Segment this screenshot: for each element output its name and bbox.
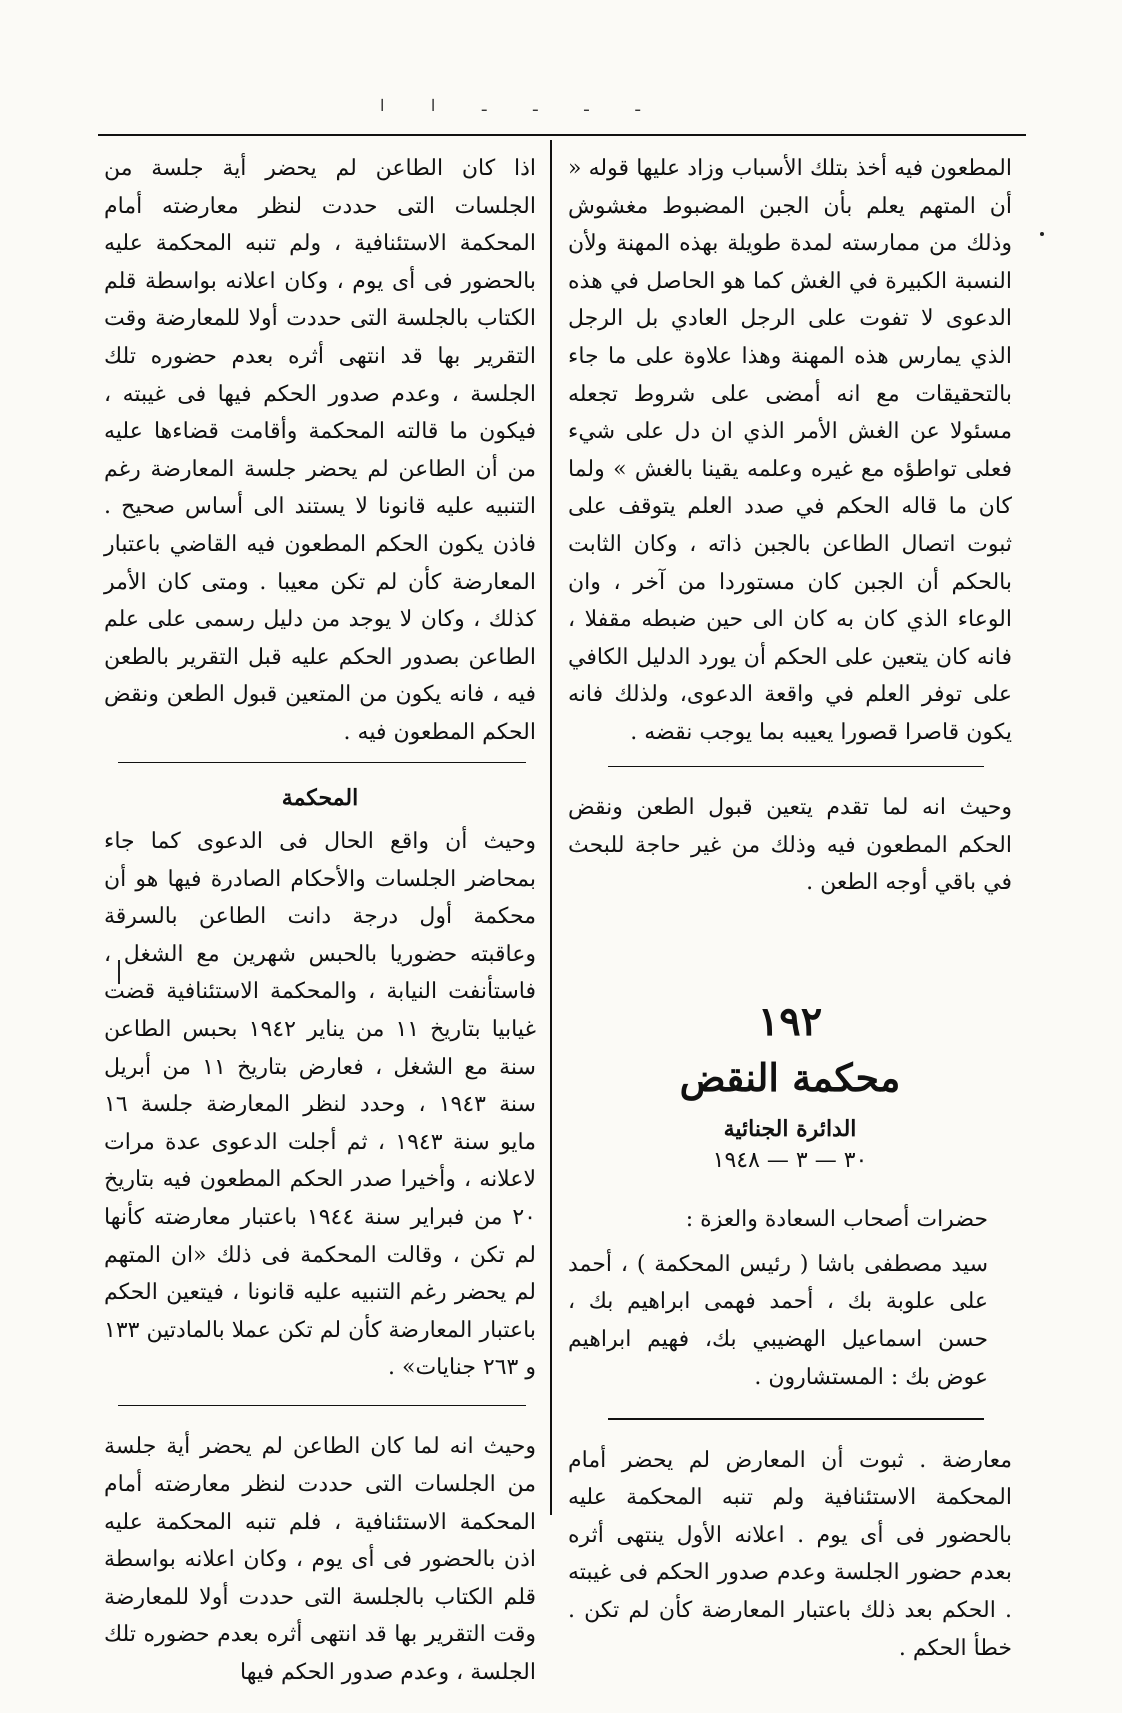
judges-intro: حضرات أصحاب السعادة والعزة : bbox=[685, 1206, 988, 1232]
reasoning-paragraph: وحيث انه لما كان الطاعن لم يحضر أية جلسة من الجلسات التى حددت لنظر معارضته أمام المحكمة الاستئنافية ، فلم تنبه المحكمة عليه اذن بالحضور فى أى يوم ، وكان اعلانه بواسطة قلم الكتاب بالجلسة التى حددت أولا للمعارضة وقت التقرير بها قد انتهى أثره بعدم حضوره تلك الجلسة ، وعدم صدور الحكم فيها bbox=[104, 1434, 536, 1685]
case-date: ٣٠ — ٣ — ١٩٤٨ bbox=[712, 1147, 868, 1173]
conclusion-paragraph: وحيث انه لما تقدم يتعين قبول الطعن ونقض الحكم المطعون فيه وذلك من غير حاجة للبحث في باقي أوجه الطعن . bbox=[568, 795, 1012, 896]
column-divider bbox=[550, 140, 552, 1515]
header-mark: ا bbox=[380, 96, 385, 115]
continued-reasoning: المطعون فيه أخذ بتلك الأسباب وزاد عليها قوله « أن المتهم يعلم بأن الجبن المضبوط مغشوش وذلك من ممارسته لمدة طويلة بهذه المهنة ولأن النسبة الكبيرة في الغش كما هو الحاصل في هذه الدعوى لا تفوت على الرجل العادي بل الرجل الذي يمارس هذه المهنة وهذا علاوة على ما جاء بالتحقيقات مع انه أمضى على شروط تجعله مسئولا عن الغش الأمر الذي ان دل على شيء فعلى تواطؤه مع غيره وعلمه يقينا بالغش » ولما كان ما قاله الحكم في صدد العلم يتوقف على ثبوت اتصال الطاعن بالجبن ذاته ، وكان الثابت بالحكم أن الجبن كان مستوردا من آخر ، وان الوعاء الذي كان به كان الى حين ضبطه مقفلا ، فانه كان يتعين على الحكم أن يورد الدليل الكافي على توفر العلم في واقعة الدعوى، ولذلك فانه يكون قاصرا قصورا يعيبه بما يوجب نقضه . bbox=[568, 156, 1012, 745]
judges-list: سيد مصطفى باشا ( رئيس المحكمة ) ، أحمد على علوبة بك ، أحمد فهمى ابراهيم بك ، حسن اسماعيل الهضيبي بك، فهيم ابراهيم عوض بك : المستشارون . bbox=[568, 1251, 988, 1390]
court-name: محكمة النقض bbox=[679, 1054, 901, 1100]
section-heading: المحكمة bbox=[281, 785, 359, 811]
margin-dot bbox=[1040, 232, 1044, 236]
header-mark: ـ bbox=[635, 96, 640, 115]
case-summary: معارضة . ثبوت أن المعارض لم يحضر أمام المحكمة الاستئنافية ولم تنبه المحكمة عليه بالحضور فى أى يوم . اعلانه الأول ينتهى أثره بعدم حضور الجلسة وعدم صدور الحكم فى غيبته . الحكم بعد ذلك باعتبار المعارضة كأن لم تكن . خطأ الحكم . bbox=[568, 1447, 1012, 1661]
separator-rule bbox=[608, 766, 984, 768]
circuit-name: الدائرة الجنائية bbox=[723, 1115, 857, 1142]
legal-principle: اذا كان الطاعن لم يحضر أية جلسة من الجلسات التى حددت لنظر معارضته أمام المحكمة الاستئنافية ، ولم تنبه المحكمة عليه بالحضور فى أى يوم ، وكان اعلانه بواسطة قلم الكتاب بالجلسة التى حددت أولا للمعارضة وقت التقرير بها قد انتهى أثره بعدم حضوره تلك الجلسة ، وعدم صدور الحكم فيها فى غيبته ، فيكون ما قالته المحكمة وأقامت قضاءها عليه من أن الطاعن لم يحضر جلسة المعارضة رغم التنبيه عليه قانونا لا يستند الى أساس صحيح . فاذن يكون الحكم المطعون فيه القاضي باعتبار المعارضة كأن لم تكن معيبا . ومتى كان الأمر كذلك ، وكان لا يوجد من دليل رسمى على علم الطاعن بصدور الحكم عليه قبل التقرير بالطعن فيه ، فانه يكون من المتعين قبول الطعن ونقض الحكم المطعون فيه . bbox=[104, 156, 536, 745]
separator-rule bbox=[118, 762, 526, 764]
header-mark: ـ bbox=[481, 96, 487, 115]
case-number: ١٩٢ bbox=[757, 997, 823, 1045]
header-mark: ا bbox=[430, 96, 436, 115]
header-mark: ـ bbox=[533, 96, 538, 115]
separator-rule bbox=[118, 1405, 526, 1407]
separator-rule bbox=[608, 1418, 984, 1420]
page-header-marks bbox=[380, 96, 640, 115]
right-column bbox=[568, 150, 1012, 1689]
left-column bbox=[104, 150, 536, 1692]
top-rule bbox=[98, 134, 1026, 136]
facts-paragraph: وحيث أن واقع الحال فى الدعوى كما جاء بمحاضر الجلسات والأحكام الصادرة فيها هو أن محكمة أول درجة دانت الطاعن بالسرقة وعاقبته حضوريا بالحبس شهرين مع الشغل ، فاستأنفت النيابة ، والمحكمة الاستئنافية قضت غيابيا بتاريخ ١١ من يناير ١٩٤٢ بحبس الطاعن سنة مع الشغل ، فعارض بتاريخ ١١ من أبريل سنة ١٩٤٣ ، وحدد لنظر المعارضة جلسة ١٦ مايو سنة ١٩٤٣ ، ثم أجلت الدعوى عدة مرات لاعلانه ، وأخيرا صدر الحكم المطعون فيه بتاريخ ٢٠ من فبراير سنة ١٩٤٤ باعتبار معارضته كأنها لم تكن ، وقالت المحكمة فى ذلك «ان المتهم لم يحضر رغم التنبيه عليه قانونا ، فيتعين الحكم باعتبار المعارضة كأن لم تكن عملا بالمادتين ١٣٣ و ٢٦٣ جنايات» . bbox=[104, 829, 537, 1381]
header-mark: ـ bbox=[584, 96, 589, 115]
